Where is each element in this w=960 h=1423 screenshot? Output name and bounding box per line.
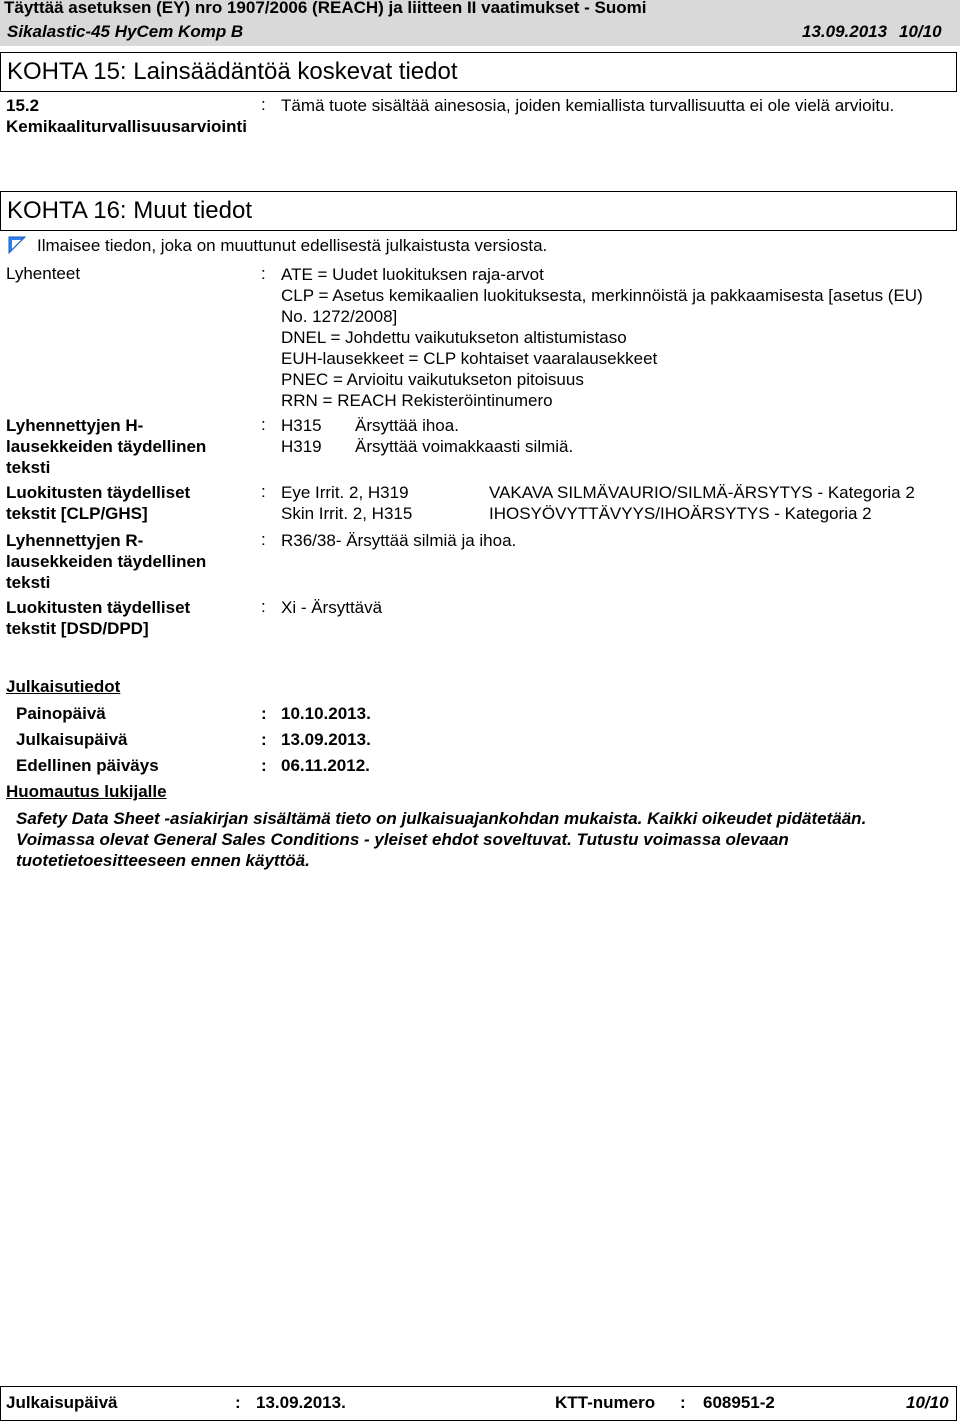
section-16-title-box — [0, 191, 957, 231]
clp-classification-label: Luokitusten täydelliset tekstit [CLP/GHS] — [6, 483, 191, 523]
colon: : — [261, 597, 266, 616]
clp-code: Skin Irrit. 2, H315 — [281, 504, 413, 523]
previous-date-label: Edellinen päiväys — [16, 756, 159, 775]
print-date-value: 10.10.2013. — [281, 704, 371, 723]
abbreviations-list — [281, 264, 923, 411]
colon: : — [261, 530, 266, 549]
footer-date-value: 13.09.2013. — [256, 1393, 346, 1412]
change-note: Ilmaisee tiedon, joka on muuttunut edellisestä julkaistusta versiosta. — [37, 236, 548, 255]
abbreviation-line: RRN = REACH Rekisteröintinumero — [281, 391, 553, 410]
publication-heading: Julkaisutiedot — [6, 677, 121, 696]
clp-text: IHOSYÖVYTTÄVYYS/IHOÄRSYTYS - Kategoria 2 — [489, 504, 872, 523]
section-15-title-box — [0, 52, 957, 92]
footer-page-number: 10/10 — [906, 1393, 949, 1412]
r-phrases-label: Lyhennettyjen R-lausekkeiden täydellinen teksti — [6, 531, 207, 592]
product-name: Sikalastic-45 HyCem Komp B — [7, 22, 244, 41]
document-footer — [0, 1386, 957, 1421]
h-phrase-text: Ärsyttää ihoa. — [355, 416, 459, 435]
abbreviations-label: Lyhenteet — [6, 264, 81, 283]
header-page-number: 10/10 — [899, 22, 942, 41]
abbreviation-line: PNEC = Arvioitu vaikutukseton pitoisuus — [281, 370, 584, 389]
abbreviation-line: DNEL = Johdettu vaikutukseton altistumistaso — [281, 328, 627, 347]
print-date-label: Painopäivä — [16, 704, 106, 723]
r-phrase-value: R36/38- Ärsyttää silmiä ja ihoa. — [281, 531, 517, 550]
h-phrase-code: H319 — [281, 437, 322, 456]
change-marker-icon — [8, 236, 26, 254]
regulation-title: Täyttää asetuksen (EY) nro 1907/2006 (REACH) ja liitteen II vaatimukset - Suomi — [4, 0, 647, 17]
issue-date-value: 13.09.2013. — [281, 730, 371, 749]
abbreviation-line: No. 1272/2008] — [281, 307, 398, 326]
reader-note-text: Safety Data Sheet -asiakirjan sisältämä tieto on julkaisuajankohdan mukaista. Kaikki oikeudet pidätetään. Voimassa olevat General Sales Conditions - yleiset ehdot soveltuvat. Tutustu voimassa olevaan tuotetietoesitteeseen ennen käyttöä. — [16, 809, 867, 870]
issue-date-label: Julkaisupäivä — [16, 730, 128, 749]
section-16-title: KOHTA 16: Muut tiedot — [7, 197, 253, 224]
section-15-2-number: 15.2 — [6, 96, 40, 115]
h-phrase-text: Ärsyttää voimakkaasti silmiä. — [355, 437, 574, 456]
reader-note-heading: Huomautus lukijalle — [6, 782, 167, 801]
footer-ktt-value: 608951-2 — [703, 1393, 775, 1412]
dsd-classification-label: Luokitusten täydelliset tekstit [DSD/DPD] — [6, 598, 191, 638]
h-phrases-label: Lyhennettyjen H-lausekkeiden täydellinen teksti — [6, 416, 207, 477]
section-15-2-value: Tämä tuote sisältää ainesosia, joiden kemiallista turvallisuutta ei ole vielä arvioitu. — [281, 96, 895, 115]
footer-date-label: Julkaisupäivä — [6, 1393, 118, 1412]
header-date: 13.09.2013 — [802, 22, 888, 41]
colon: : — [235, 1393, 241, 1412]
colon: : — [261, 482, 266, 501]
abbreviation-line: CLP = Asetus kemikaalien luokituksesta, merkinnöistä ja pakkaamisesta [asetus (EU) — [281, 286, 923, 305]
footer-ktt-label: KTT-numero — [555, 1393, 656, 1412]
colon: : — [261, 415, 266, 434]
colon: : — [261, 756, 267, 775]
colon: : — [261, 704, 267, 723]
section-15-2-label: Kemikaaliturvallisuusarviointi — [6, 117, 247, 136]
colon: : — [261, 730, 267, 749]
abbreviation-line: EUH-lausekkeet = CLP kohtaiset vaaralausekkeet — [281, 349, 658, 368]
h-phrase-code: H315 — [281, 416, 322, 435]
section-15-title: KOHTA 15: Lainsäädäntöä koskevat tiedot — [7, 58, 458, 85]
clp-code: Eye Irrit. 2, H319 — [281, 483, 409, 502]
colon: : — [261, 95, 266, 114]
abbreviation-line: ATE = Uudet luokituksen raja-arvot — [281, 265, 544, 284]
dsd-value: Xi - Ärsyttävä — [281, 598, 383, 617]
clp-text: VAKAVA SILMÄVAURIO/SILMÄ-ÄRSYTYS - Kategoria 2 — [489, 483, 915, 502]
previous-date-value: 06.11.2012. — [281, 756, 370, 775]
colon: : — [261, 264, 266, 283]
colon: : — [680, 1393, 686, 1412]
